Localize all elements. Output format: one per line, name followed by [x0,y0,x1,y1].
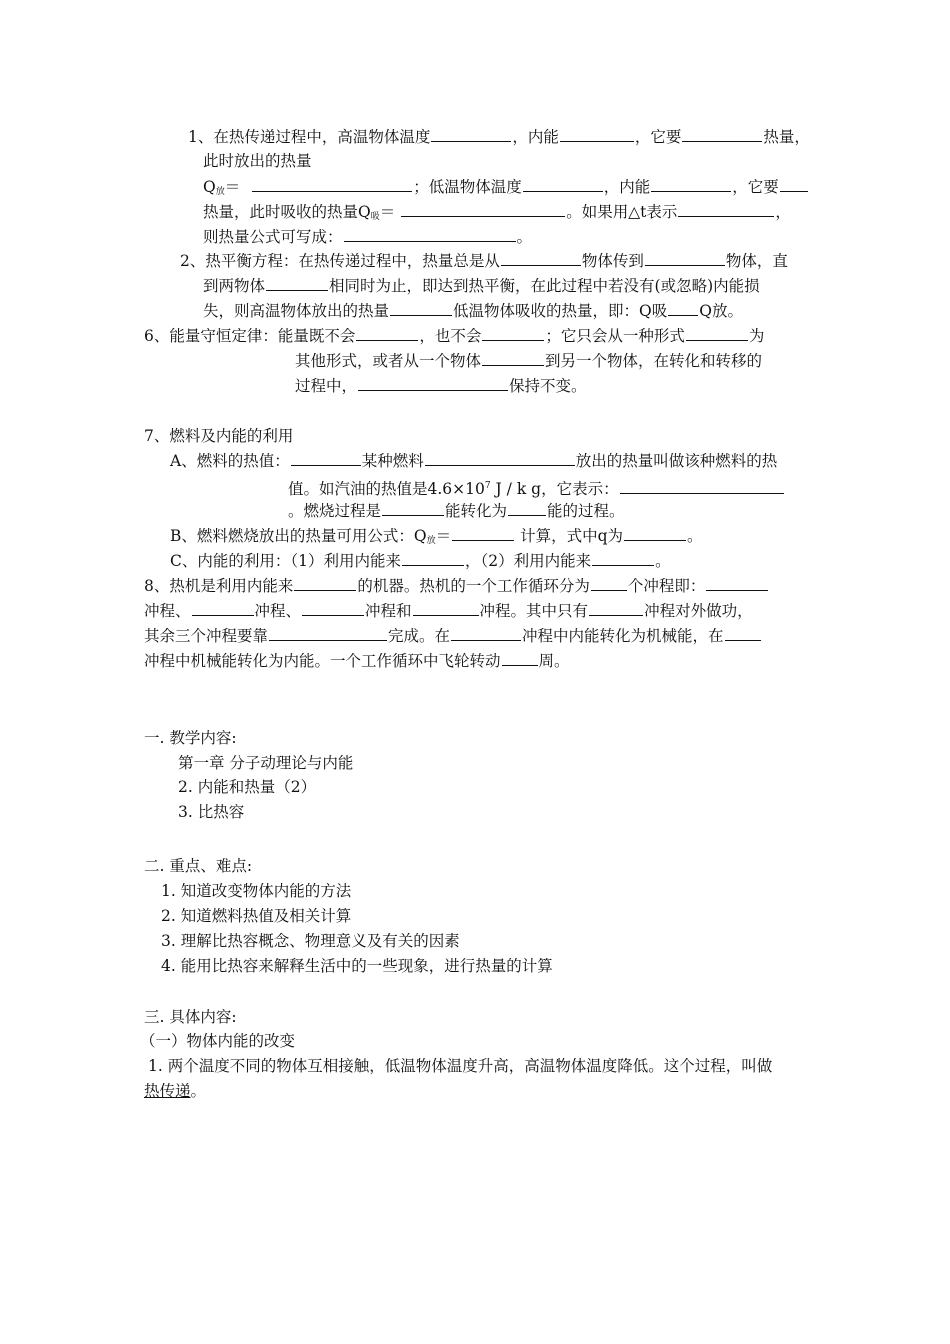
blank [358,375,508,391]
q2-text: 相同时为止，即达到热平衡，在此过程中若没有(或忽略)内能损 [329,277,760,295]
q7-text: 。燃烧过程是 [288,502,382,520]
blank [668,300,698,316]
q7-b-line [170,525,703,552]
q8-text: 冲程。其中只有 [479,602,589,620]
q8-text: 冲程、 [254,602,302,620]
blank [725,625,761,641]
q7-text: A、燃料的热值： [170,452,290,470]
q1-text: ，它要 [634,128,682,146]
q6-text: ；它只会从一种形式 [545,327,685,345]
q1-line4 [203,201,791,228]
q6-line3 [295,375,587,397]
blank [344,226,516,242]
q1-line2 [203,150,312,172]
blank [620,478,784,494]
blank [560,126,634,142]
q7-text: 值。如汽油的热值是4.6×10 [288,480,485,498]
q7-text: J / k g，它表示： [490,480,619,498]
teaching-item: 2. 内能和热量（2） [178,778,317,796]
q2-number: 2、 [180,252,206,270]
blank [706,575,768,591]
blank [592,550,654,566]
underlined-term: 热传递 [144,1082,191,1100]
q8-text: 周。 [538,652,570,670]
q6-text: 其他形式，或者从一个物体 [295,352,482,370]
q2-text: 热平衡方程：在热传递过程中，热量总是从 [205,252,500,270]
q8-text: 冲程中机械能转化为内能。一个工作循环中飞轮转动 [144,652,501,670]
q7-title [144,425,293,447]
q7-text: ＝ [435,527,452,545]
q1-text: Q [203,178,216,196]
q6-line1 [144,325,764,347]
q7-text: 。 [687,527,703,545]
q8-text: 其余三个冲程要靠 [144,627,269,645]
blank [451,625,521,641]
blank [302,600,364,616]
q7-text: 能转化为 [445,502,508,520]
q1-text: ，内能 [603,178,651,196]
q7-c-line [170,550,671,572]
q1-text: 。如果用△t表示 [566,203,678,221]
q6-number: 6、 [144,327,170,345]
blank [294,575,356,591]
blank [686,325,748,341]
blank [401,201,565,217]
q1-line3 [203,176,809,203]
q7-text: B、燃料燃烧放出的热量可用公式：Q [170,527,427,545]
q7-heading: 7、燃料及内能的利用 [144,427,294,445]
q6-line2 [295,350,762,372]
q6-text: ，也不会 [419,327,482,345]
teaching-item: 3. 比热容 [178,803,245,821]
blank [291,450,361,466]
q1-subscript: 吸 [370,212,380,222]
q1-text: 在热传递过程中，高温物体温度 [213,128,431,146]
blank [425,450,575,466]
q7-a-line2 [288,475,785,500]
q8-text: 完成。在 [388,627,451,645]
q7-a-line3 [288,500,625,522]
q1-text: ＝ [224,178,241,196]
q2-line3 [203,300,743,322]
q6-text: 到另一个物体，在转化和转移的 [545,352,763,370]
q2-text: 到两物体 [203,277,266,295]
q7-subscript: 放 [426,536,436,546]
q7-text: 能的过程。 [547,502,625,520]
blank [266,275,328,291]
keypoints-heading: 二. 重点、难点: [144,857,253,875]
q8-text: 的机器。热机的一个工作循环分为 [357,577,590,595]
q1-text: 。 [516,228,533,246]
keypoint-item: 4. 能用比热容来解释生活中的一些现象，进行热量的计算 [161,957,553,975]
blank [356,325,418,341]
content-text: 。 [190,1082,207,1100]
q6-text: 保持不变。 [509,377,587,395]
content-subheading: （一）物体内能的改变 [140,1032,296,1050]
q2-text: 失，则高温物体放出的热量 [203,302,390,320]
q1-line1 [188,126,810,148]
blank [651,176,731,192]
q8-text: 冲程、 [144,602,191,620]
q8-text: 个冲程即： [627,577,706,595]
keypoint-item: 3. 理解比热容概念、物理意义及有关的因素 [161,932,460,950]
q1-text: 热量，此时吸收的热量Q [203,203,371,221]
content-text: 1. 两个温度不同的物体互相接触，低温物体温度升高，高温物体温度降低。这个过程，叫做 [148,1057,773,1075]
q7-a-line1 [170,450,777,472]
blank [431,126,511,142]
keypoint-item: 1. 知道改变物体内能的方法 [161,882,352,900]
q1-text: 则热量公式可写成： [203,228,343,246]
teaching-heading: 一. 教学内容: [144,729,237,747]
teaching-item: 第一章 分子动理论与内能 [178,754,354,772]
blank [402,550,464,566]
blank [252,176,412,192]
q6-text: 为 [748,327,765,345]
blank [508,500,546,516]
blank [390,300,452,316]
q7-text: 。 [655,552,671,570]
q6-text: 过程中， [295,377,358,395]
blank [780,176,808,192]
content-paragraph-cont [144,1080,206,1102]
q2-text: 物体，直 [725,252,788,270]
q1-text: ， [775,203,791,221]
blank [678,201,774,217]
blank [413,600,479,616]
q2-line2 [203,275,760,297]
blank [591,575,627,591]
blank [589,600,643,616]
keypoint-item: 2. 知道燃料热值及相关计算 [161,907,352,925]
q2-line1 [180,250,788,272]
blank [523,176,603,192]
blank [501,250,581,266]
blank [624,525,686,541]
q7-text: ，（2）利用内能来 [464,552,592,570]
blank [482,350,544,366]
q7-text: 某种燃料 [361,452,424,470]
q7-text: C、内能的利用：（1）利用内能来 [170,552,401,570]
q8-line3 [144,625,762,647]
q1-text: ，它要 [732,178,779,196]
q1-text: ，内能 [512,128,559,146]
blank [482,325,544,341]
q1-text: ；低温物体温度 [413,178,522,196]
q1-line5 [203,226,532,248]
blank [382,500,444,516]
q2-text: 低温物体吸收的热量，即：Q吸 [453,302,668,320]
blank [192,600,254,616]
q8-text: 8、热机是利用内能来 [144,577,294,595]
content-heading: 三. 具体内容: [144,1008,237,1026]
q1-subscript: 放 [215,187,225,197]
q8-line1 [144,575,769,597]
blank [269,625,387,641]
q2-text: 物体传到 [581,252,644,270]
q1-text: 热量， [763,128,810,146]
q8-text: 冲程对外做功， [644,602,753,620]
q8-text: 冲程和 [365,602,412,620]
q8-line2 [144,600,753,622]
q7-superscript: 7 [484,481,491,491]
blank [502,650,538,666]
q8-text: 冲程中内能转化为机械能，在 [522,627,724,645]
blank [645,250,725,266]
q1-text: 此时放出的热量 [203,152,312,170]
blank [452,525,514,541]
q1-number: 1、 [188,128,214,146]
blank [682,126,762,142]
q2-text: Q放。 [699,302,743,320]
content-paragraph [148,1055,772,1077]
q6-text: 能量守恒定律：能量既不会 [169,327,356,345]
q7-text: 计算，式中q为 [515,527,623,545]
q8-line4 [144,650,570,672]
q7-text: 放出的热量叫做该种燃料的热 [575,452,778,470]
q1-text: ＝ [379,203,396,221]
